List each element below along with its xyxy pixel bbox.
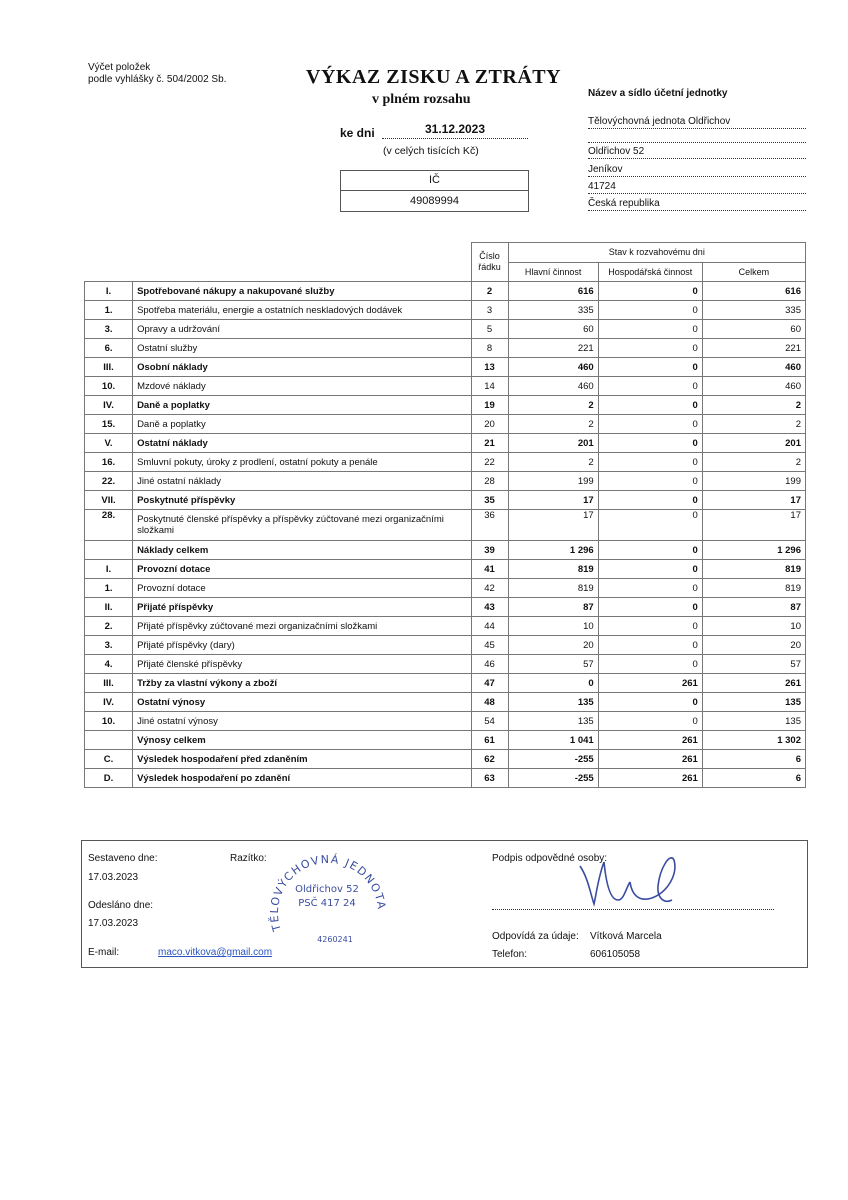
table-row	[85, 579, 806, 598]
row-main-activity: 135	[508, 693, 598, 712]
row-number: 36	[471, 510, 508, 541]
row-number: 63	[471, 769, 508, 788]
row-number: 13	[471, 358, 508, 377]
row-economic-activity: 0	[598, 541, 702, 560]
table-row	[85, 358, 806, 377]
row-label: Jiné ostatní výnosy	[133, 712, 471, 731]
row-economic-activity: 0	[598, 510, 702, 541]
row-main-activity: 819	[508, 579, 598, 598]
row-number: 46	[471, 655, 508, 674]
row-mark: III.	[85, 358, 133, 377]
row-number: 20	[471, 415, 508, 434]
table-row	[85, 491, 806, 510]
row-economic-activity: 0	[598, 693, 702, 712]
regulation-line-1: Výčet položek	[88, 62, 151, 73]
row-number: 22	[471, 453, 508, 472]
row-mark: VII.	[85, 491, 133, 510]
row-label: Náklady celkem	[133, 541, 471, 560]
ic-value: 49089994	[410, 195, 459, 207]
row-number: 47	[471, 674, 508, 693]
row-total: 1 302	[702, 731, 805, 750]
row-total: 6	[702, 769, 805, 788]
row-main-activity: -255	[508, 750, 598, 769]
table-row	[85, 320, 806, 339]
row-main-activity: 60	[508, 320, 598, 339]
table-row	[85, 377, 806, 396]
row-economic-activity: 0	[598, 491, 702, 510]
report-title: VÝKAZ ZISKU A ZTRÁTY	[306, 66, 562, 88]
row-number: 44	[471, 617, 508, 636]
entity-name: Tělovýchovná jednota Oldřichov	[588, 116, 806, 129]
row-label: Výsledek hospodaření po zdanění	[133, 769, 471, 788]
table-row	[85, 541, 806, 560]
row-economic-activity: 0	[598, 282, 702, 301]
table-row	[85, 434, 806, 453]
row-label: Daně a poplatky	[133, 396, 471, 415]
row-main-activity: 460	[508, 377, 598, 396]
table-row	[85, 674, 806, 693]
row-label: Přijaté příspěvky (dary)	[133, 636, 471, 655]
stamp-label: Razítko:	[230, 853, 267, 864]
row-main-activity: 17	[508, 510, 598, 541]
row-mark: 1.	[85, 301, 133, 320]
row-label: Výsledek hospodaření před zdaněním	[133, 750, 471, 769]
row-total: 60	[702, 320, 805, 339]
row-label: Jiné ostatní náklady	[133, 472, 471, 491]
row-economic-activity: 0	[598, 712, 702, 731]
row-total: 221	[702, 339, 805, 358]
row-mark: D.	[85, 769, 133, 788]
row-main-activity: 199	[508, 472, 598, 491]
row-total: 17	[702, 491, 805, 510]
row-total: 17	[702, 510, 805, 541]
row-mark: 16.	[85, 453, 133, 472]
row-main-activity: 1 296	[508, 541, 598, 560]
row-label: Výnosy celkem	[133, 731, 471, 750]
report-subtitle: v plném rozsahu	[372, 92, 471, 107]
regulation-note	[88, 62, 226, 86]
col-header-main: Hlavní činnost	[508, 262, 598, 282]
table-row	[85, 636, 806, 655]
row-label: Poskytnuté příspěvky	[133, 491, 471, 510]
row-total: 57	[702, 655, 805, 674]
address-zip: 41724	[588, 181, 806, 194]
row-number: 28	[471, 472, 508, 491]
table-row	[85, 598, 806, 617]
row-economic-activity: 0	[598, 396, 702, 415]
row-label: Poskytnuté členské příspěvky a příspěvky zúčtované mezi organizačními složkami	[133, 510, 471, 541]
sent-label: Odesláno dne:	[88, 900, 154, 911]
row-mark: 3.	[85, 320, 133, 339]
row-mark: II.	[85, 598, 133, 617]
row-mark: I.	[85, 560, 133, 579]
row-total: 201	[702, 434, 805, 453]
row-number: 41	[471, 560, 508, 579]
col-header-economic: Hospodářská činnost	[598, 262, 702, 282]
table-row	[85, 750, 806, 769]
row-number: 42	[471, 579, 508, 598]
email-link[interactable]: maco.vitkova@gmail.com	[158, 947, 273, 958]
stamp-line-2: PSČ 417 24	[298, 898, 356, 909]
row-total: 2	[702, 396, 805, 415]
row-main-activity: 819	[508, 560, 598, 579]
row-mark	[85, 731, 133, 750]
row-economic-activity: 0	[598, 598, 702, 617]
row-mark: III.	[85, 674, 133, 693]
row-main-activity: 221	[508, 339, 598, 358]
row-number: 62	[471, 750, 508, 769]
row-mark: 28.	[85, 510, 133, 541]
row-number: 39	[471, 541, 508, 560]
row-number: 61	[471, 731, 508, 750]
entity-heading: Název a sídlo účetní jednotky	[588, 88, 728, 99]
table-row	[85, 453, 806, 472]
row-mark: V.	[85, 434, 133, 453]
row-economic-activity: 0	[598, 434, 702, 453]
row-label: Přijaté příspěvky	[133, 598, 471, 617]
row-label: Mzdové náklady	[133, 377, 471, 396]
created-value: 17.03.2023	[88, 872, 139, 883]
row-main-activity: 57	[508, 655, 598, 674]
row-mark: C.	[85, 750, 133, 769]
row-number: 5	[471, 320, 508, 339]
table-row	[85, 301, 806, 320]
entity-name-line-2	[588, 134, 806, 143]
row-total: 460	[702, 358, 805, 377]
table-row	[85, 769, 806, 788]
row-economic-activity: 0	[598, 358, 702, 377]
row-number: 3	[471, 301, 508, 320]
row-total: 20	[702, 636, 805, 655]
row-main-activity: 10	[508, 617, 598, 636]
row-mark: 10.	[85, 377, 133, 396]
row-total: 10	[702, 617, 805, 636]
organization-stamp	[263, 838, 393, 964]
sent-value: 17.03.2023	[88, 918, 139, 929]
row-mark: 3.	[85, 636, 133, 655]
created-label: Sestaveno dne:	[88, 853, 158, 864]
row-main-activity: 1 041	[508, 731, 598, 750]
table-row	[85, 560, 806, 579]
row-number: 14	[471, 377, 508, 396]
row-mark: 4.	[85, 655, 133, 674]
col-header-row-number: Číslo řádku	[471, 243, 508, 282]
row-mark: IV.	[85, 693, 133, 712]
row-main-activity: 335	[508, 301, 598, 320]
row-economic-activity: 0	[598, 636, 702, 655]
income-statement-table	[84, 242, 806, 788]
row-economic-activity: 0	[598, 617, 702, 636]
row-economic-activity: 0	[598, 655, 702, 674]
row-number: 19	[471, 396, 508, 415]
table-row	[85, 472, 806, 491]
row-mark: 10.	[85, 712, 133, 731]
responsible-label: Odpovídá za údaje:	[492, 931, 579, 942]
date-value: 31.12.2023	[382, 122, 528, 139]
row-economic-activity: 261	[598, 731, 702, 750]
row-total: 819	[702, 560, 805, 579]
row-label: Ostatní výnosy	[133, 693, 471, 712]
table-row	[85, 415, 806, 434]
row-number: 35	[471, 491, 508, 510]
row-label: Přijaté příspěvky zúčtované mezi organizačními složkami	[133, 617, 471, 636]
row-main-activity: 87	[508, 598, 598, 617]
row-label: Opravy a udržování	[133, 320, 471, 339]
table-row	[85, 712, 806, 731]
row-main-activity: 616	[508, 282, 598, 301]
row-number: 45	[471, 636, 508, 655]
phone-label: Telefon:	[492, 949, 528, 960]
row-main-activity: -255	[508, 769, 598, 788]
row-total: 2	[702, 453, 805, 472]
row-main-activity: 460	[508, 358, 598, 377]
row-economic-activity: 0	[598, 453, 702, 472]
row-label: Přijaté členské příspěvky	[133, 655, 471, 674]
stamp-number: 4260241	[317, 935, 353, 944]
table-row	[85, 510, 806, 541]
table-row	[85, 282, 806, 301]
row-economic-activity: 261	[598, 750, 702, 769]
row-main-activity: 201	[508, 434, 598, 453]
stamp-line-1: Oldřichov 52	[295, 884, 359, 895]
row-total: 2	[702, 415, 805, 434]
address-city: Jeníkov	[588, 164, 806, 177]
signature-label: Podpis odpovědné osoby:	[492, 853, 608, 864]
row-economic-activity: 261	[598, 674, 702, 693]
row-total: 460	[702, 377, 805, 396]
row-mark: I.	[85, 282, 133, 301]
row-economic-activity: 0	[598, 415, 702, 434]
row-total: 199	[702, 472, 805, 491]
row-label: Ostatní služby	[133, 339, 471, 358]
row-total: 87	[702, 598, 805, 617]
row-number: 21	[471, 434, 508, 453]
row-main-activity: 20	[508, 636, 598, 655]
row-number: 8	[471, 339, 508, 358]
row-economic-activity: 0	[598, 472, 702, 491]
address-country: Česká republika	[588, 198, 806, 211]
row-mark: 2.	[85, 617, 133, 636]
row-total: 335	[702, 301, 805, 320]
email-label: E-mail:	[88, 947, 120, 958]
row-main-activity: 2	[508, 453, 598, 472]
col-header-total: Celkem	[702, 262, 805, 282]
date-label: ke dni	[340, 126, 375, 140]
row-mark: IV.	[85, 396, 133, 415]
table-row	[85, 396, 806, 415]
row-main-activity: 2	[508, 415, 598, 434]
row-label: Spotřebované nákupy a nakupované služby	[133, 282, 471, 301]
address-street: Oldřichov 52	[588, 146, 806, 159]
table-row	[85, 339, 806, 358]
col-header-group: Stav k rozvahovému dni	[508, 243, 805, 263]
row-economic-activity: 0	[598, 377, 702, 396]
row-economic-activity: 0	[598, 339, 702, 358]
row-label: Provozní dotace	[133, 579, 471, 598]
ic-box	[340, 170, 529, 212]
row-number: 48	[471, 693, 508, 712]
phone-value: 606105058	[590, 949, 641, 960]
row-main-activity: 0	[508, 674, 598, 693]
row-label: Smluvní pokuty, úroky z prodlení, ostatní pokuty a penále	[133, 453, 471, 472]
row-economic-activity: 0	[598, 579, 702, 598]
row-total: 6	[702, 750, 805, 769]
row-mark	[85, 541, 133, 560]
row-total: 261	[702, 674, 805, 693]
row-total: 135	[702, 712, 805, 731]
row-label: Provozní dotace	[133, 560, 471, 579]
row-total: 135	[702, 693, 805, 712]
table-body	[85, 282, 806, 788]
handwritten-signature	[560, 848, 700, 918]
row-economic-activity: 261	[598, 769, 702, 788]
row-number: 43	[471, 598, 508, 617]
row-mark: 22.	[85, 472, 133, 491]
row-main-activity: 2	[508, 396, 598, 415]
row-main-activity: 17	[508, 491, 598, 510]
row-total: 616	[702, 282, 805, 301]
table-row	[85, 617, 806, 636]
table-row	[85, 693, 806, 712]
units-note: (v celých tisících Kč)	[383, 145, 479, 157]
row-mark: 15.	[85, 415, 133, 434]
row-label: Tržby za vlastní výkony a zboží	[133, 674, 471, 693]
table-row	[85, 731, 806, 750]
row-economic-activity: 0	[598, 320, 702, 339]
row-economic-activity: 0	[598, 301, 702, 320]
row-mark: 6.	[85, 339, 133, 358]
ic-label: IČ	[341, 171, 528, 191]
row-mark: 1.	[85, 579, 133, 598]
row-economic-activity: 0	[598, 560, 702, 579]
row-main-activity: 135	[508, 712, 598, 731]
row-total: 1 296	[702, 541, 805, 560]
row-number: 2	[471, 282, 508, 301]
row-label: Ostatní náklady	[133, 434, 471, 453]
row-total: 819	[702, 579, 805, 598]
row-label: Spotřeba materiálu, energie a ostatních neskladových dodávek	[133, 301, 471, 320]
regulation-line-2: podle vyhlášky č. 504/2002 Sb.	[88, 74, 227, 85]
row-label: Daně a poplatky	[133, 415, 471, 434]
table-row	[85, 655, 806, 674]
stamp-ring-text: TĚLOVÝCHOVNÁ JEDNOTA	[267, 852, 389, 933]
row-label: Osobní náklady	[133, 358, 471, 377]
responsible-value: Vítková Marcela	[590, 931, 662, 942]
row-number: 54	[471, 712, 508, 731]
